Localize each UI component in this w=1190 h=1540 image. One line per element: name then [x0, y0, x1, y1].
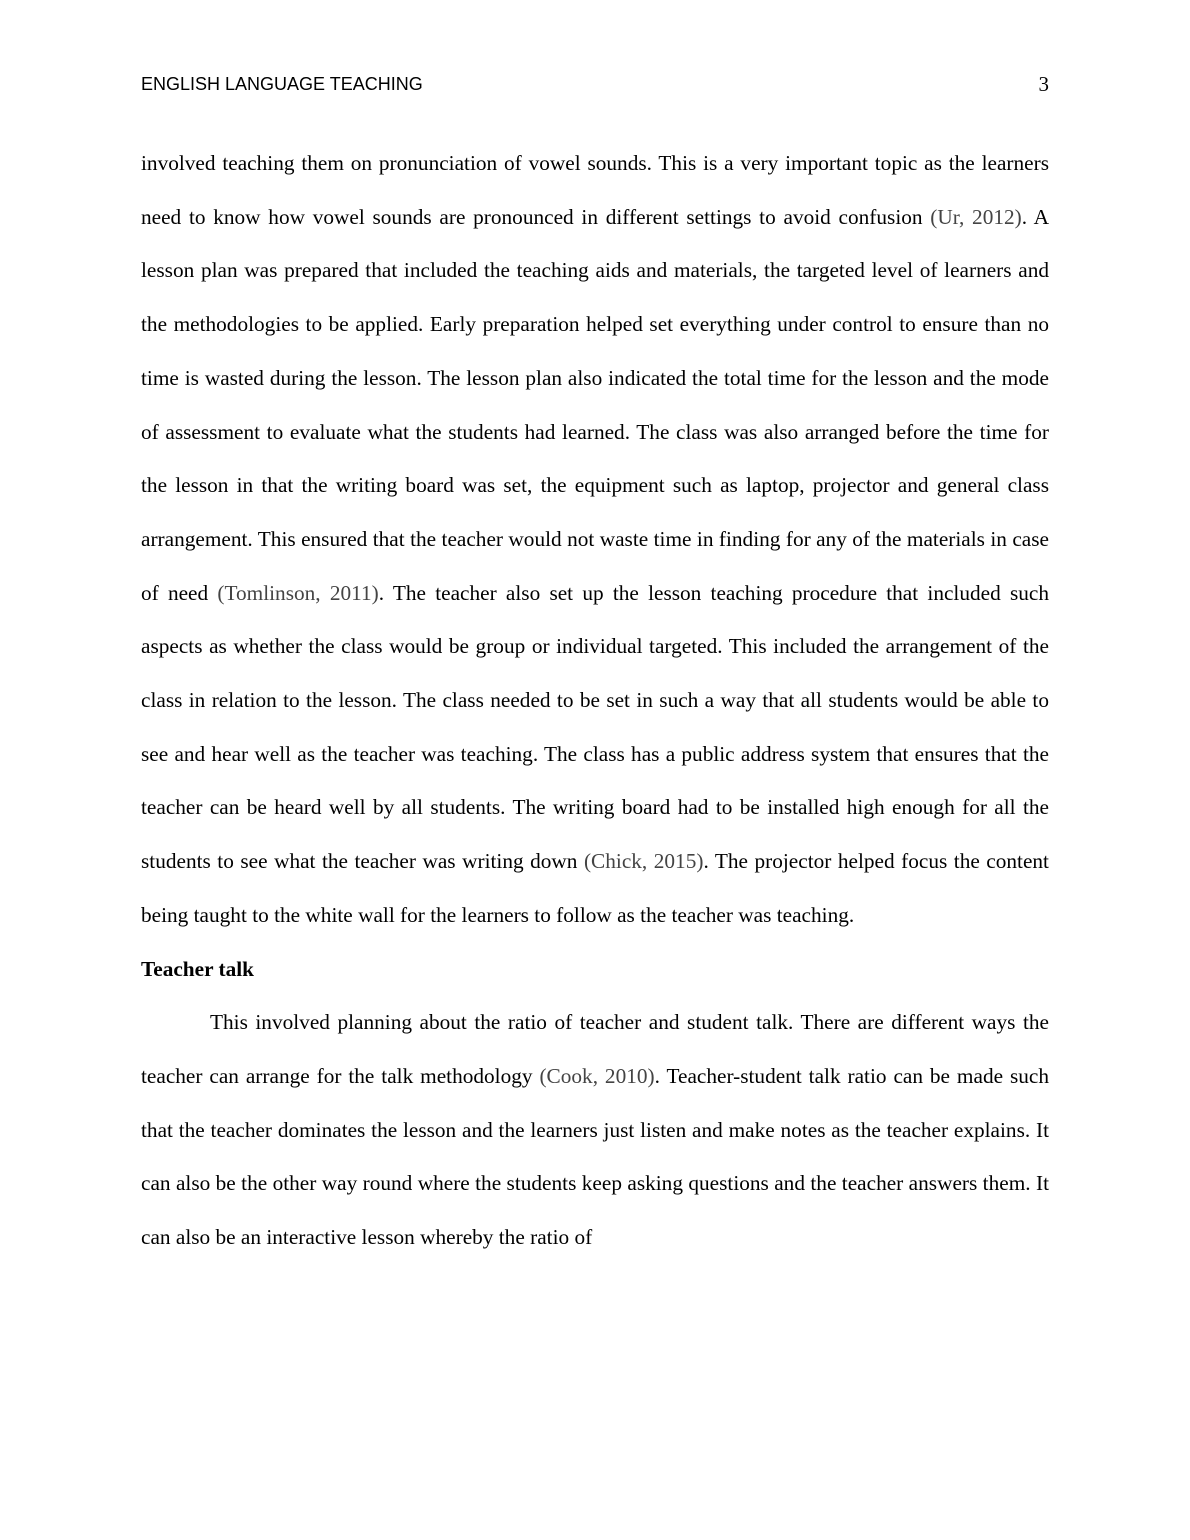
- paragraph-text: . A lesson plan was prepared that included the teaching aids and materials, the targeted level of learners and the methodologies to be applied. Early preparation helped set everything under control to ensure than no time is wasted during the lesson. The lesson plan also indicated the total time for the lesson and the mode of assessment to evaluate what the students had learned. The class was also arranged before the time for the lesson in that the writing board was set, the equipment such as laptop, projector and general class arrangement. This ensured that the teacher would not waste time in finding for any of the materials in case of need: [141, 204, 1050, 605]
- paragraph-lesson-plan: [141, 137, 1049, 943]
- paragraph-text: . The teacher also set up the lesson teaching procedure that included such aspects as whether the class would be group or individual targeted. This included the arrangement of the class in relation to the lesson. The class needed to be set in such a way that all students would be able to see and hear well as the teacher was teaching. The class has a public address system that ensures that the teacher can be heard well by all students. The writing board had to be installed high enough for all the students to see what the teacher was writing down: [141, 580, 1049, 874]
- citation-ur: (Ur, 2012): [930, 204, 1022, 229]
- citation-tomlinson: (Tomlinson, 2011): [217, 580, 379, 605]
- page-number: 3: [1038, 72, 1049, 96]
- running-head: ENGLISH LANGUAGE TEACHING: [141, 74, 423, 94]
- paragraph-text: This involved planning about the ratio of teacher and student talk. There are different ways the teacher can arrange for the talk methodology: [141, 1010, 1049, 1088]
- citation-chick: (Chick, 2015): [583, 849, 704, 874]
- paragraph-text: involved teaching them on pronunciation of vowel sounds. This is a very important topic as the learners need to know how vowel sounds are pronounced in different settings to avoid confusion: [141, 151, 1049, 229]
- section-heading-teacher-talk: Teacher talk: [141, 956, 254, 981]
- paragraph-text: . The projector helped focus the content being taught to the white wall for the learners to follow as the teacher was teaching.: [141, 849, 1049, 927]
- body-text: [141, 137, 1049, 1265]
- paragraph-teacher-talk: [141, 996, 1049, 1265]
- paragraph-text: . Teacher-student talk ratio can be made such that the teacher dominates the lesson and the learners just listen and make notes as the teacher explains. It can also be the other way round where the students keep asking questions and the teacher answers them. It can also be an interactive lesson whereby the ratio of: [141, 1063, 1049, 1250]
- citation-cook: (Cook, 2010): [539, 1063, 655, 1088]
